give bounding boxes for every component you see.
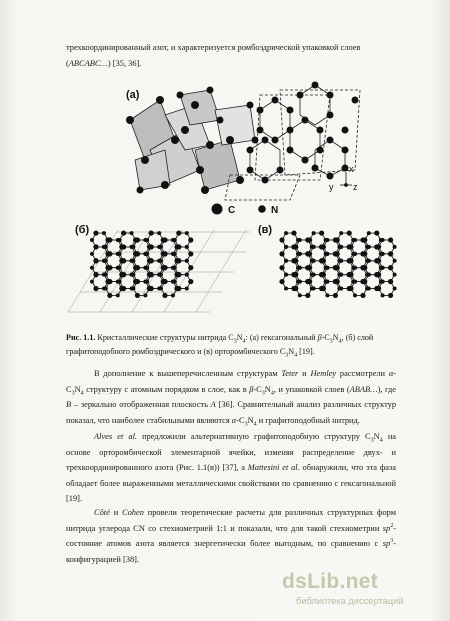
atom — [360, 293, 365, 298]
atom — [312, 245, 316, 249]
atom — [319, 230, 324, 235]
atom — [173, 280, 177, 284]
atom — [157, 259, 161, 263]
atom — [374, 230, 379, 235]
atom — [90, 280, 94, 284]
atom — [376, 286, 381, 291]
carbon-legend-marker — [212, 204, 223, 215]
atom — [305, 293, 310, 298]
atom — [388, 293, 393, 298]
atom — [333, 293, 338, 298]
atom — [149, 272, 154, 277]
atom — [335, 265, 340, 270]
atom — [381, 266, 385, 270]
atom — [162, 237, 167, 242]
atom — [145, 280, 149, 284]
atom — [284, 259, 288, 263]
atom — [145, 266, 149, 270]
atom — [291, 230, 296, 235]
atom — [307, 251, 312, 256]
watermark — [282, 568, 442, 616]
atom — [393, 286, 397, 290]
atom — [102, 245, 106, 249]
atom — [185, 231, 189, 235]
atom — [93, 286, 98, 291]
atom — [188, 279, 193, 284]
paragraph-1: В дополнение к вышеперечисленным структурам Teter и Hemley рассмотрели $\alpha-C_3N_4$ структуру с атомным порядком в слое, как в $\beta-C_3N_4$, и упаковкой слоев (ABAB…), где B – зеркально отображенная плоскость A [36]. Сравнительный анализ различных структур показал, что наиболее стабильными являются $\alpha-C_3N_4$ и графитоподобный нитрид. — [66, 369, 397, 428]
atom — [135, 293, 140, 298]
atom — [374, 272, 379, 277]
atom — [339, 245, 343, 249]
atom — [157, 245, 161, 249]
atom — [325, 238, 329, 242]
atom — [347, 244, 352, 249]
atom — [279, 265, 284, 270]
atom — [353, 293, 357, 297]
atom — [121, 258, 126, 263]
paragraph-3: Côté и Cohen провели теоретические расчеты для различных структурных форм нитрида углерода CN со стехиометрией 1:1 и показали, что для такой стехиометрии $sp^2-$ состояние атомов азота является энергетически более выгодным, по сравнению с $sp^3-$ конфигурацией [38]. — [66, 508, 397, 564]
atom — [325, 266, 329, 270]
atom — [335, 279, 340, 284]
axis-y-label: y — [329, 182, 334, 192]
atom — [374, 258, 379, 263]
atom — [319, 244, 324, 249]
atom — [188, 251, 193, 256]
atom — [176, 286, 181, 291]
atom — [188, 237, 193, 242]
atom — [130, 231, 134, 235]
atom — [319, 258, 324, 263]
atom — [135, 265, 140, 270]
atom — [131, 286, 135, 290]
atom — [93, 258, 98, 263]
atom — [388, 279, 393, 284]
atom — [291, 258, 296, 263]
atom — [347, 272, 352, 277]
atom — [93, 244, 98, 249]
atom — [102, 231, 106, 235]
atom — [90, 238, 94, 242]
atom — [339, 259, 343, 263]
paragraph-2: Alves et al. предложили альтернативную графитоподобную структуру $C_3N_4$ на основе орторомбической элементарной ячейки, изменяя распределение двух- и трехкоординированного азота (Рис. 1.1(в)) [37], а Mattesini et al. обнаружили, что эта фаза обладает более выраженными металлическими свойствами по сравнению с гексагональной [19]. — [66, 432, 397, 503]
atom — [185, 273, 189, 277]
atom — [149, 244, 154, 249]
atom — [298, 252, 302, 256]
atom — [279, 237, 284, 242]
atom — [159, 286, 163, 290]
atom — [307, 265, 312, 270]
atom — [339, 286, 343, 290]
atom — [107, 279, 112, 284]
atom — [121, 244, 126, 249]
atom — [145, 252, 149, 256]
atom — [325, 293, 329, 297]
atom — [185, 259, 189, 263]
atom — [185, 245, 189, 249]
axes-indicator — [340, 172, 352, 187]
atom — [284, 273, 288, 277]
nitrogen-legend-label: N — [271, 205, 279, 216]
atom — [173, 238, 177, 242]
atom — [353, 266, 357, 270]
atom — [130, 245, 134, 249]
atom — [291, 272, 296, 277]
atom — [284, 286, 288, 290]
atom — [104, 286, 108, 290]
atom — [162, 265, 167, 270]
atom — [298, 280, 302, 284]
atom — [149, 286, 154, 291]
watermark-subtitle: библиотека диссертаций — [296, 596, 404, 606]
atom — [149, 230, 154, 235]
atom — [347, 230, 352, 235]
atom — [339, 231, 343, 235]
atom — [353, 280, 357, 284]
atom — [171, 293, 175, 297]
figure-caption: Рис. 1.1. Кристаллические структуры нитрида $C_3N_4$: (а) гексагональный $\beta-C_3N_4$, (б) слой графитоподобного ромбоэдрического и (в) орторомбического $C_3N_4$ [19]. — [66, 333, 374, 359]
atom — [102, 259, 106, 263]
atom — [118, 252, 122, 256]
atom — [312, 286, 316, 290]
panel-b-grid — [68, 230, 250, 312]
atom — [325, 252, 329, 256]
atom — [107, 293, 112, 298]
atom — [307, 279, 312, 284]
atom — [162, 251, 167, 256]
atom — [367, 273, 371, 277]
atom — [298, 293, 302, 297]
atom — [118, 280, 122, 284]
atom — [121, 286, 126, 291]
atom — [319, 272, 324, 277]
atom — [162, 293, 167, 298]
atom — [284, 231, 288, 235]
atom — [393, 245, 397, 249]
atom — [321, 286, 326, 291]
atom — [291, 244, 296, 249]
atom — [107, 265, 112, 270]
atom — [145, 238, 149, 242]
atom — [393, 273, 397, 277]
atom — [381, 252, 385, 256]
atom — [339, 273, 343, 277]
atom — [367, 231, 371, 235]
panel-b-honeycomb — [90, 230, 193, 298]
atom — [353, 238, 357, 242]
panel-b-label: (б) — [75, 224, 90, 236]
atom — [279, 279, 284, 284]
atom — [118, 238, 122, 242]
atom — [362, 265, 367, 270]
atom — [353, 252, 357, 256]
atom — [118, 266, 122, 270]
atom — [279, 251, 284, 256]
atom — [102, 273, 106, 277]
atom — [176, 244, 181, 249]
atom — [173, 252, 177, 256]
atom — [90, 266, 94, 270]
atom — [381, 280, 385, 284]
atom — [130, 273, 134, 277]
atom — [381, 238, 385, 242]
carbon-legend-label: C — [228, 205, 236, 216]
atom — [107, 251, 112, 256]
atom — [362, 237, 367, 242]
atom — [367, 286, 371, 290]
atom — [325, 280, 329, 284]
atom — [388, 237, 393, 242]
atom — [388, 251, 393, 256]
atom — [348, 286, 353, 291]
watermark-logo: dsLib.net — [282, 570, 379, 593]
atom — [188, 265, 193, 270]
atom — [381, 293, 385, 297]
atom — [90, 252, 94, 256]
atom — [135, 251, 140, 256]
atom — [367, 245, 371, 249]
atom — [116, 293, 120, 297]
atom — [362, 279, 367, 284]
panel-c-label: (в) — [258, 224, 273, 236]
atom — [121, 272, 126, 277]
atom — [312, 259, 316, 263]
atom — [312, 231, 316, 235]
atom — [298, 238, 302, 242]
atom — [157, 273, 161, 277]
atom — [298, 266, 302, 270]
atom — [107, 237, 112, 242]
atom — [312, 273, 316, 277]
atom — [93, 272, 98, 277]
atom — [162, 279, 167, 284]
atom — [149, 258, 154, 263]
atom — [335, 251, 340, 256]
atom — [135, 279, 140, 284]
atom — [367, 259, 371, 263]
atom — [307, 237, 312, 242]
axis-x-label: x — [349, 164, 354, 174]
atom — [374, 244, 379, 249]
atom — [347, 258, 352, 263]
atom — [130, 259, 134, 263]
panel-c-honeycomb — [279, 230, 396, 298]
atom — [388, 265, 393, 270]
atom — [121, 230, 126, 235]
paragraph-top: трехкоординированный азот, и характеризуется ромбоэдрической упаковкой слоев (ABCABC…) [35, 36]. — [66, 43, 361, 68]
atom — [143, 293, 147, 297]
atom — [293, 286, 298, 291]
atom — [185, 286, 189, 290]
atom — [176, 258, 181, 263]
atom — [176, 272, 181, 277]
atom — [176, 230, 181, 235]
atom — [135, 237, 140, 242]
atom — [335, 237, 340, 242]
panel-a-label: (a) — [126, 89, 140, 101]
nitrogen-legend-marker — [258, 205, 266, 213]
axis-z-label: z — [353, 182, 358, 192]
atom — [393, 259, 397, 263]
atom — [173, 266, 177, 270]
atom — [284, 245, 288, 249]
atom — [362, 251, 367, 256]
atom — [157, 231, 161, 235]
atom — [93, 230, 98, 235]
